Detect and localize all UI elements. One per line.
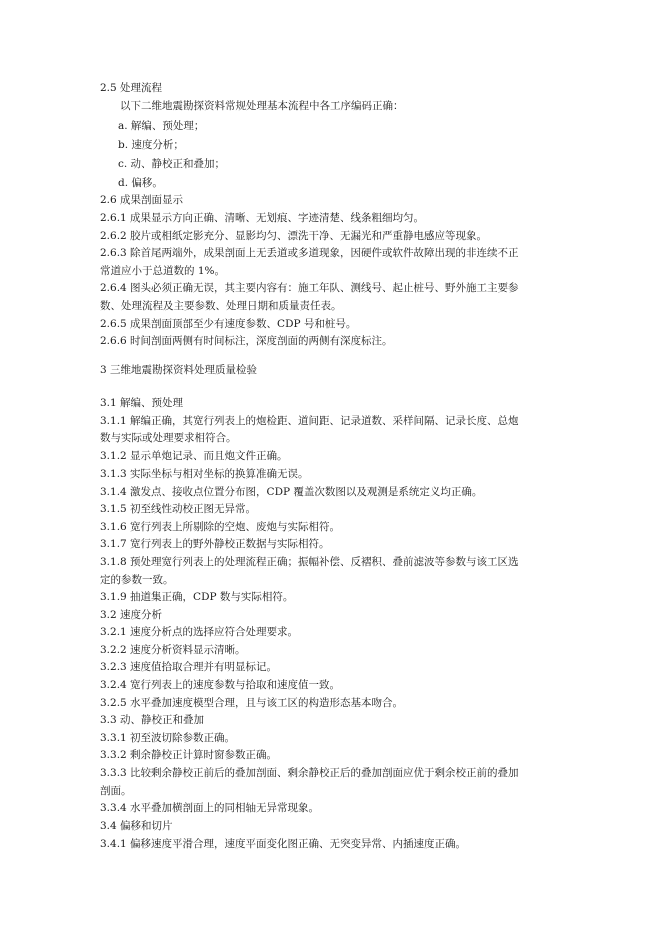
para-3-3-1: 3.3.1 初至波切除参数正确。 <box>100 732 236 744</box>
para-3-2-3: 3.2.3 速度值拾取合理并有明显标记。 <box>100 661 278 673</box>
section-2-6-heading: 2.6 成果剖面显示 <box>100 194 184 206</box>
para-3-3-2: 3.3.2 剩余静校正计算时窗参数正确。 <box>100 749 278 761</box>
para-2-6-4-cont: 数、处理流程及主要参数、处理日期和质量责任表。 <box>100 300 342 312</box>
para-3-2-5: 3.2.5 水平叠加速度模型合理，且与该工区的构造形态基本吻合。 <box>100 697 404 709</box>
para-3-2-4: 3.2.4 宽行列表上的速度参数与拾取和速度值一致。 <box>100 679 341 691</box>
heading-3-3: 3.3 动、静校正和叠加 <box>100 714 205 726</box>
para-3-2-1: 3.2.1 速度分析点的选择应符合处理要求。 <box>100 626 299 638</box>
para-3-3-3-cont: 剖面。 <box>100 785 132 797</box>
step-d: d. 偏移。 <box>118 177 163 189</box>
para-3-1-2: 3.1.2 显示单炮记录、而且炮文件正确。 <box>100 450 288 462</box>
step-a: a. 解编、预处理； <box>118 120 205 132</box>
heading-3-4: 3.4 偏移和切片 <box>100 820 173 832</box>
step-b: b. 速度分析； <box>118 139 184 151</box>
para-2-6-3-cont: 常道应小于总道数的 1%。 <box>100 265 225 277</box>
heading-3-2: 3.2 速度分析 <box>100 609 163 621</box>
para-2-6-2: 2.6.2 胶片或相纸定影充分、显影均匀、漂洗干净、无漏光和严重静电感应等现象。 <box>100 230 488 242</box>
para-3-1-1: 3.1.1 解编正确，其宽行列表上的炮检距、道间距、记录道数、采样间隔、记录长度、总炮 <box>100 415 519 427</box>
para-3-2-2: 3.2.2 速度分析资料显示清晰。 <box>100 644 246 656</box>
para-3-1-9: 3.1.9 抽道集正确，CDP 数与实际相符。 <box>100 591 294 603</box>
para-3-1-5: 3.1.5 初至线性动校正图无异常。 <box>100 503 257 515</box>
section-2-5-intro: 以下二维地震勘探资料常规处理基本流程中各工序编码正确： <box>120 100 404 112</box>
para-3-3-4: 3.3.4 水平叠加横剖面上的同相轴无异常现象。 <box>100 802 320 814</box>
section-2-5-heading: 2.5 处理流程 <box>100 82 163 94</box>
para-2-6-4: 2.6.4 图头必须正确无误，其主要内容有：施工年队、测线号、起止桩号、野外施工主要参 <box>100 282 519 294</box>
para-3-1-1-cont: 数与实际或处理要求相符合。 <box>100 432 237 444</box>
section-3-heading: 3 三维地震勘探资料处理质量检验 <box>100 364 258 376</box>
heading-3-1: 3.1 解编、预处理 <box>100 397 184 409</box>
para-3-1-3: 3.1.3 实际坐标与相对坐标的换算准确无误。 <box>100 468 309 480</box>
step-c: c. 动、静校正和叠加； <box>118 158 226 170</box>
para-2-6-3: 2.6.3 除首尾两端外，成果剖面上无丢道或多道现象，因硬件或软件故障出现的非连续不正 <box>100 247 519 259</box>
para-3-1-7: 3.1.7 宽行列表上的野外静校正数据与实际相符。 <box>100 538 330 550</box>
para-2-6-5: 2.6.5 成果剖面顶部至少有速度参数、CDP 号和桩号。 <box>100 318 357 330</box>
para-2-6-1: 2.6.1 成果显示方向正确、清晰、无划痕、字迹清楚、线条粗细均匀。 <box>100 212 425 224</box>
para-3-1-8-cont: 定的参数一致。 <box>100 574 174 586</box>
para-2-6-6: 2.6.6 时间剖面两侧有时间标注，深度剖面的两侧有深度标注。 <box>100 335 393 347</box>
para-3-3-3: 3.3.3 比较剩余静校正前后的叠加剖面、剩余静校正后的叠加剖面应优于剩余校正前的叠加 <box>100 767 519 779</box>
para-3-1-6: 3.1.6 宽行列表上所剔除的空炮、废炮与实际相符。 <box>100 521 341 533</box>
para-3-1-4: 3.1.4 激发点、接收点位置分布图，CDP 覆盖次数图以及观测是系统定义均正确。 <box>100 486 483 498</box>
para-3-4-1: 3.4.1 偏移速度平滑合理，速度平面变化图正确、无突变异常、内插速度正确。 <box>100 838 467 850</box>
para-3-1-8: 3.1.8 预处理宽行列表上的处理流程正确；振幅补偿、反褶积、叠前滤波等参数与该工区选 <box>100 556 519 568</box>
